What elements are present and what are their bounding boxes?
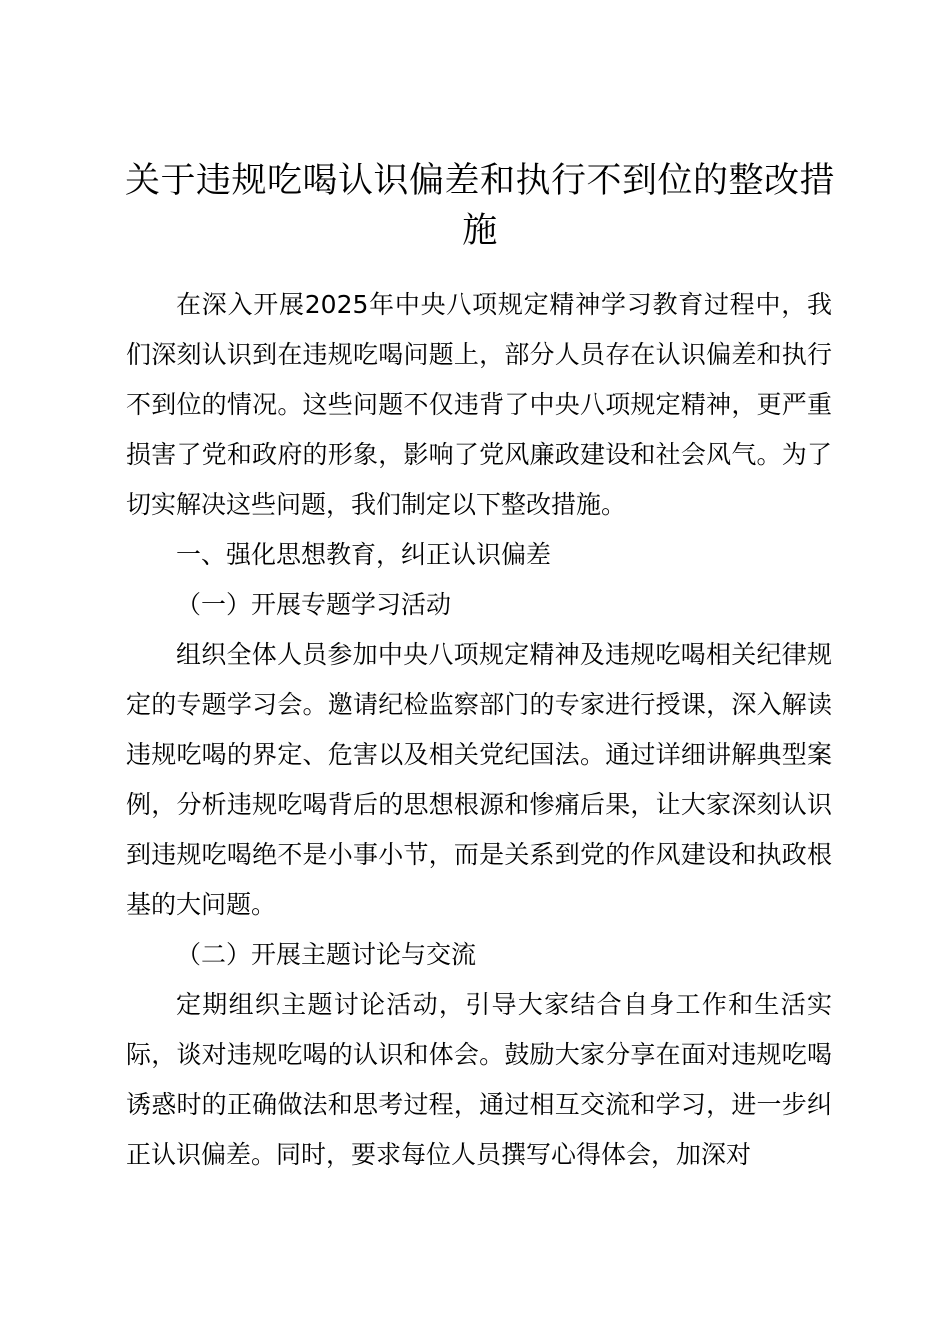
subsection-1-heading: （一）开展专题学习活动 [176,590,452,619]
intro-paragraph: 在深入开展2025年中央八项规定精神学习教育过程中，我们深刻认识到在违规吃喝问题上，部分人员存在认识偏差和执行不到位的情况。这些问题不仅违背了中央八项规定精神，更严重损害了党和政府的形象，影响了党风廉政建设和社会风气。为了切实解决这些问题，我们制定以下整改措施。 [126,290,832,519]
subsection-1-paragraph: 组织全体人员参加中央八项规定精神及违规吃喝相关纪律规定的专题学习会。邀请纪检监察部门的专家进行授课，深入解读违规吃喝的界定、危害以及相关党纪国法。通过详细讲解典型案例，分析违规吃喝背后的思想根源和惨痛后果，让大家深刻认识到违规吃喝绝不是小事小节，而是关系到党的作风建设和执政根基的大问题。 [126,640,832,919]
section-1-heading: 一、强化思想教育，纠正认识偏差 [176,540,552,569]
document-title: 关于违规吃喝认识偏差和执行不到位的整改措施 [125,161,836,251]
document-body [126,280,832,1180]
subsection-2-paragraph: 定期组织主题讨论活动，引导大家结合自身工作和生活实际，谈对违规吃喝的认识和体会。鼓励大家分享在面对违规吃喝诱惑时的正确做法和思考过程，通过相互交流和学习，进一步纠正认识偏差。同时，要求每位人员撰写心得体会，加深对 [126,990,832,1169]
subsection-2-heading: （二）开展主题讨论与交流 [176,940,477,969]
